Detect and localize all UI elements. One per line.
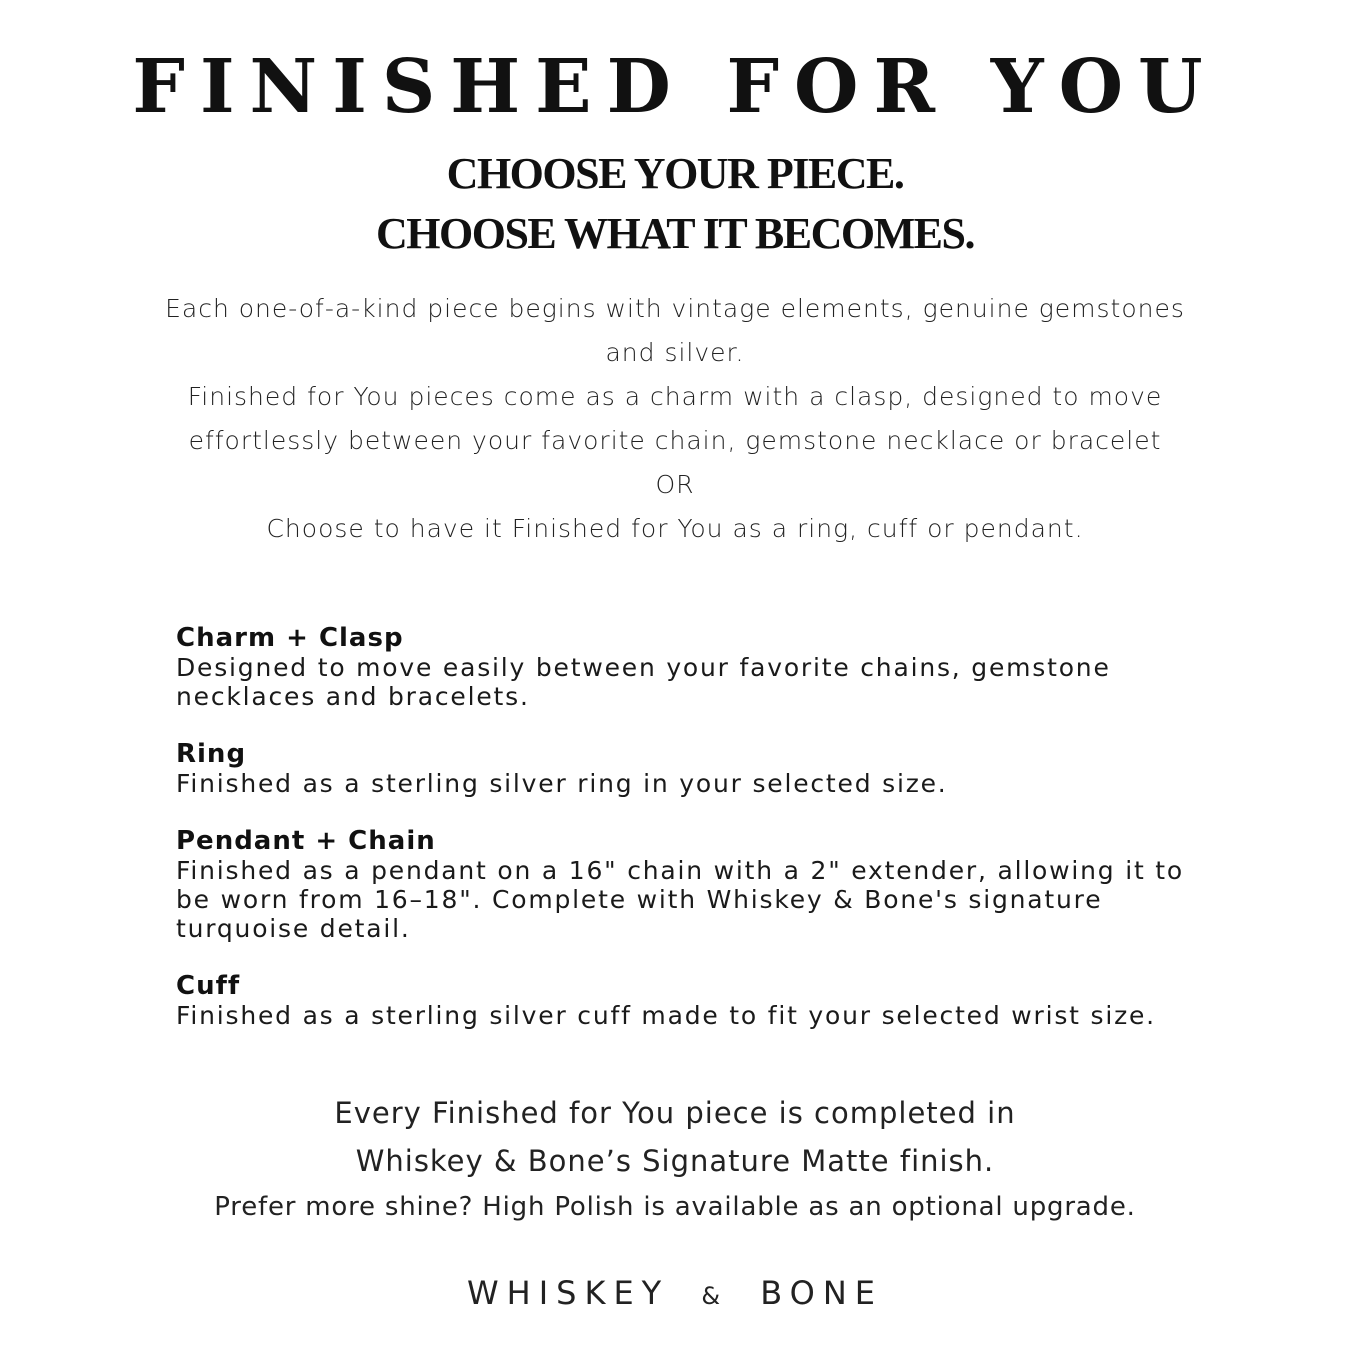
option-description: Finished as a pendant on a 16" chain with a 2" extender, allowing it to be worn from 16–18". Complete with Whiskey & Bone's signature turquoise detail.: [176, 856, 1184, 943]
page-title: FINISHED FOR YOU: [132, 44, 1218, 130]
option-ring: [176, 740, 1186, 798]
intro-paragraph-1: Each one-of-a-kind piece begins with vintage elements, genuine gemstones and silver.: [165, 294, 1185, 367]
option-description: Finished as a sterling silver cuff made to fit your selected wrist size.: [176, 1001, 1156, 1030]
brand-logo: [0, 1270, 1350, 1319]
upgrade-note: Prefer more shine? High Polish is available as an optional upgrade.: [214, 1192, 1136, 1222]
brand-name-right: BONE: [760, 1274, 883, 1312]
intro-paragraph-3: Choose to have it Finished for You as a ring, cuff or pendant.: [266, 514, 1084, 543]
option-heading: Pendant + Chain: [176, 826, 436, 856]
option-heading: Cuff: [176, 971, 241, 1001]
option-description: Designed to move easily between your favorite chains, gemstone necklaces and bracelets.: [176, 653, 1111, 711]
finish-note-line-2: Whiskey & Bone’s Signature Matte finish.: [355, 1144, 995, 1178]
option-cuff: [176, 972, 1186, 1030]
option-heading: Charm + Clasp: [176, 623, 404, 653]
subtitle-line-1: CHOOSE YOUR PIECE.: [446, 149, 904, 198]
options-list: [176, 624, 1186, 1059]
option-charm-clasp: [176, 624, 1186, 711]
intro-or: OR: [655, 470, 695, 499]
brand-ampersand: &: [701, 1282, 729, 1310]
finish-note-line-1: Every Finished for You piece is completed in: [334, 1096, 1016, 1130]
option-description: Finished as a sterling silver ring in your selected size.: [176, 769, 948, 798]
intro-paragraph-2: Finished for You pieces come as a charm with a clasp, designed to move effortlessly between your favorite chain, gemstone necklace or bracelet: [187, 382, 1163, 455]
intro-text: [150, 287, 1200, 551]
option-pendant-chain: [176, 827, 1186, 943]
brand-name-left: WHISKEY: [467, 1274, 670, 1312]
option-heading: Ring: [176, 739, 247, 769]
subtitle-line-2: CHOOSE WHAT IT BECOMES.: [376, 209, 974, 258]
